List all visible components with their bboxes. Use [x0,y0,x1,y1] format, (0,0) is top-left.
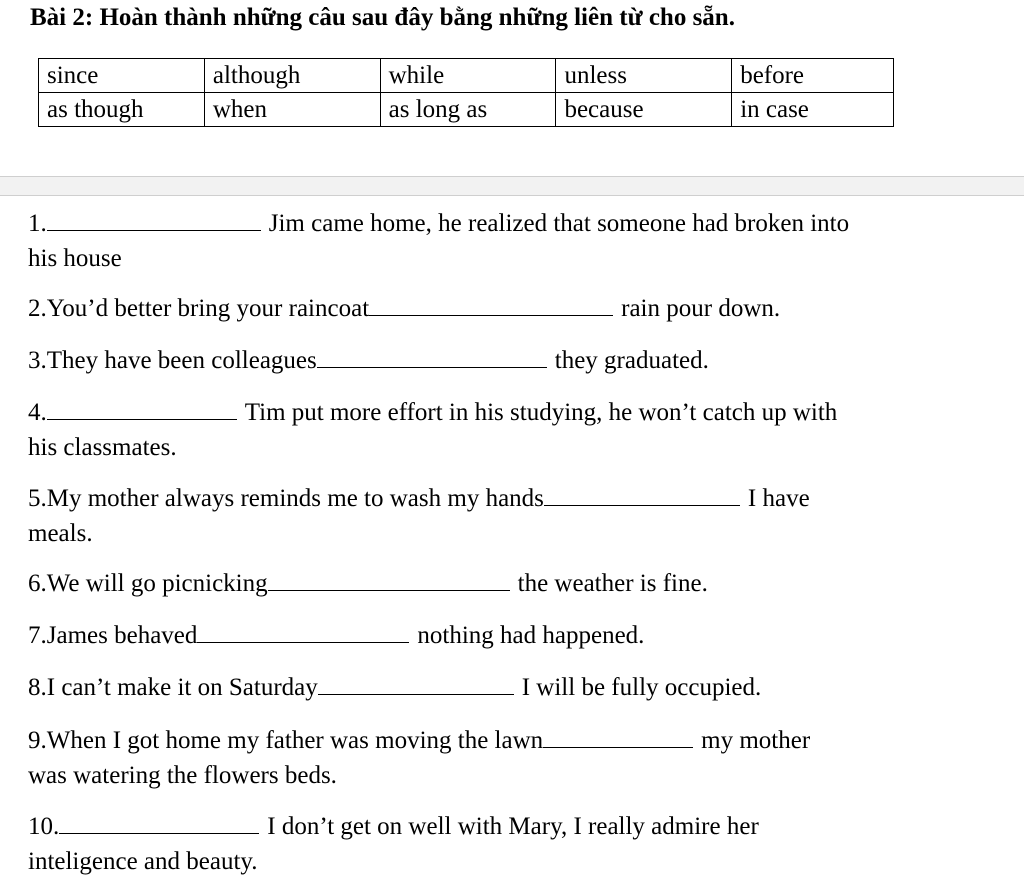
table-cell: when [204,93,380,127]
question-text-before: When I got home my father was moving the lawn [46,727,544,754]
exercise-title: Bài 2: Hoàn thành những câu sau đây bằng những liên từ cho sẵn. [30,4,735,31]
question-text-after: nothing had happened. [417,622,645,649]
question-text-after: my mother [701,727,811,754]
question-9 [28,723,810,793]
table-cell: as though [39,93,205,127]
question-6 [28,566,708,601]
question-text-before: We will go picnicking [46,570,268,597]
question-text-after: I don’t get on well with Mary, I really admire her [267,813,759,840]
question-number: 10. [28,813,60,840]
question-number: 5. [28,485,47,512]
table-cell: in case [732,93,894,127]
question-text-before: James behaved [46,622,198,649]
question-3 [28,343,709,378]
question-text-before: They have been colleagues [46,347,317,374]
table-cell: unless [556,59,732,93]
question-number: 8. [28,674,47,701]
table-row [39,59,894,93]
question-text-line2: his house [28,245,122,272]
question-number: 3. [28,347,47,374]
question-text-after: the weather is fine. [517,570,708,597]
question-text-before: My mother always reminds me to wash my hands [46,485,544,512]
question-text-after: rain pour down. [621,295,781,322]
table-cell: while [380,59,556,93]
answer-blank[interactable] [47,397,237,420]
question-4 [28,395,837,465]
question-text-before: You’d better bring your raincoat [46,295,370,322]
answer-blank[interactable] [544,483,740,506]
question-10 [28,809,759,879]
question-7 [28,618,644,653]
question-text-line2: meals. [28,520,93,547]
question-text-after: I will be fully occupied. [521,674,762,701]
table-row [39,93,894,127]
question-number: 4. [28,399,47,426]
question-number: 7. [28,622,47,649]
question-text-after: they graduated. [554,347,709,374]
question-2 [28,291,780,326]
question-text-before: I can’t make it on Saturday [46,674,318,701]
question-text-after: Tim put more effort in his studying, he won’t catch up with [244,399,838,426]
question-text-line2: inteligence and beauty. [28,848,258,875]
question-number: 6. [28,570,47,597]
answer-blank[interactable] [318,672,514,695]
answer-blank[interactable] [59,811,259,834]
question-text-line2: was watering the flowers beds. [28,762,337,789]
table-cell: although [204,59,380,93]
answer-blank[interactable] [47,208,261,231]
answer-blank[interactable] [369,293,613,316]
answer-blank[interactable] [543,725,693,748]
question-text-after: I have [747,485,810,512]
question-5 [28,481,810,551]
table-cell: before [732,59,894,93]
question-number: 2. [28,295,47,322]
answer-blank[interactable] [197,620,409,643]
table-cell: because [556,93,732,127]
question-text-line2: his classmates. [28,434,177,461]
answer-blank[interactable] [317,345,547,368]
question-1 [28,206,849,276]
answer-blank[interactable] [268,568,510,591]
page-separator [0,176,1024,196]
question-text-after: Jim came home, he realized that someone had broken into [268,210,850,237]
conjunction-table [38,58,894,127]
question-number: 1. [28,210,47,237]
table-cell: since [39,59,205,93]
table-cell: as long as [380,93,556,127]
question-number: 9. [28,727,47,754]
question-8 [28,670,761,705]
